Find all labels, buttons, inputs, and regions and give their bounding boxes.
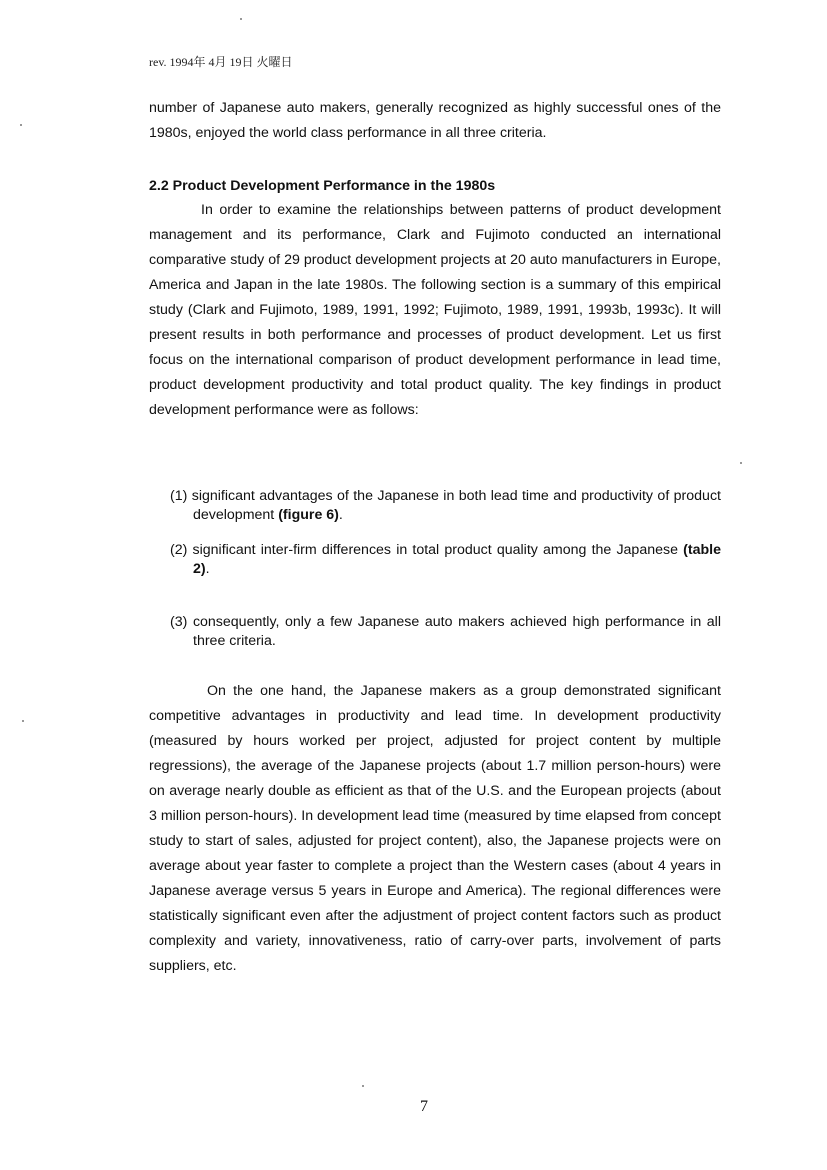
scan-speck <box>20 124 22 126</box>
finding-marker: (3) <box>170 614 188 630</box>
finding-item-1 <box>170 487 721 525</box>
finding-text: consequently, only a few Japanese auto makers achieved high performance in all three criteria. <box>192 614 721 649</box>
finding-end: . <box>205 561 210 577</box>
finding-item-3 <box>170 613 721 651</box>
finding-item-2 <box>170 541 721 579</box>
finding-text: significant inter-firm differences in total product quality among the Japanese <box>192 542 678 558</box>
intro-paragraph: number of Japanese auto makers, generally recognized as highly successful ones of the 1980s, enjoyed the world class performance in all three criteria. <box>149 100 721 141</box>
table-reference: (table 2) <box>193 542 721 577</box>
finding-text: significant advantages of the Japanese in both lead time and productivity of product development <box>191 488 721 523</box>
scan-speck <box>740 462 742 464</box>
page-number: 7 <box>420 1098 428 1115</box>
scan-speck <box>240 18 242 20</box>
scan-speck <box>22 720 24 722</box>
study-paragraph: In order to examine the relationships between patterns of product development management and its performance, Clark and Fujimoto conducted an international comparative study of 29 product development projects at 20 auto manufacturers in Europe, America and Japan in the late 1980s. The following section is a summary of this empirical study (Clark and Fujimoto, 1989, 1991, 1992; Fujimoto, 1989, 1991, 1993b, 1993c). It will present results in both performance and processes of product development. Let us first focus on the international comparison of product development performance in lead time, product development productivity and total product quality. The key findings in product development performance were as follows: <box>149 202 721 418</box>
scan-speck <box>362 1085 364 1087</box>
revision-header: rev. 1994年 4月 19日 火曜日 <box>149 55 293 69</box>
figure-reference: (figure 6) <box>278 507 339 523</box>
section-heading: 2.2 Product Development Performance in the 1980s <box>149 178 496 194</box>
hand-paragraph: On the one hand, the Japanese makers as a group demonstrated significant competitive advantages in productivity and lead time. In development productivity (measured by hours worked per project, adjusted for project content by multiple regressions), the average of the Japanese projects (about 1.7 million person-hours) were on average nearly double as efficient as that of the U.S. and the European projects (about 3 million person-hours). In development lead time (measured by time elapsed from concept study to start of sales, adjusted for project content), also, the Japanese projects were on average about year faster to complete a project than the Western cases (about 4 years in Japanese average versus 5 years in Europe and America). The regional differences were statistically significant even after the adjustment of project content factors such as product complexity and variety, innovativeness, ratio of carry-over parts, involvement of parts suppliers, etc. <box>149 683 721 974</box>
finding-marker: (2) <box>170 542 188 558</box>
finding-marker: (1) <box>170 488 188 504</box>
finding-end: . <box>338 507 343 523</box>
